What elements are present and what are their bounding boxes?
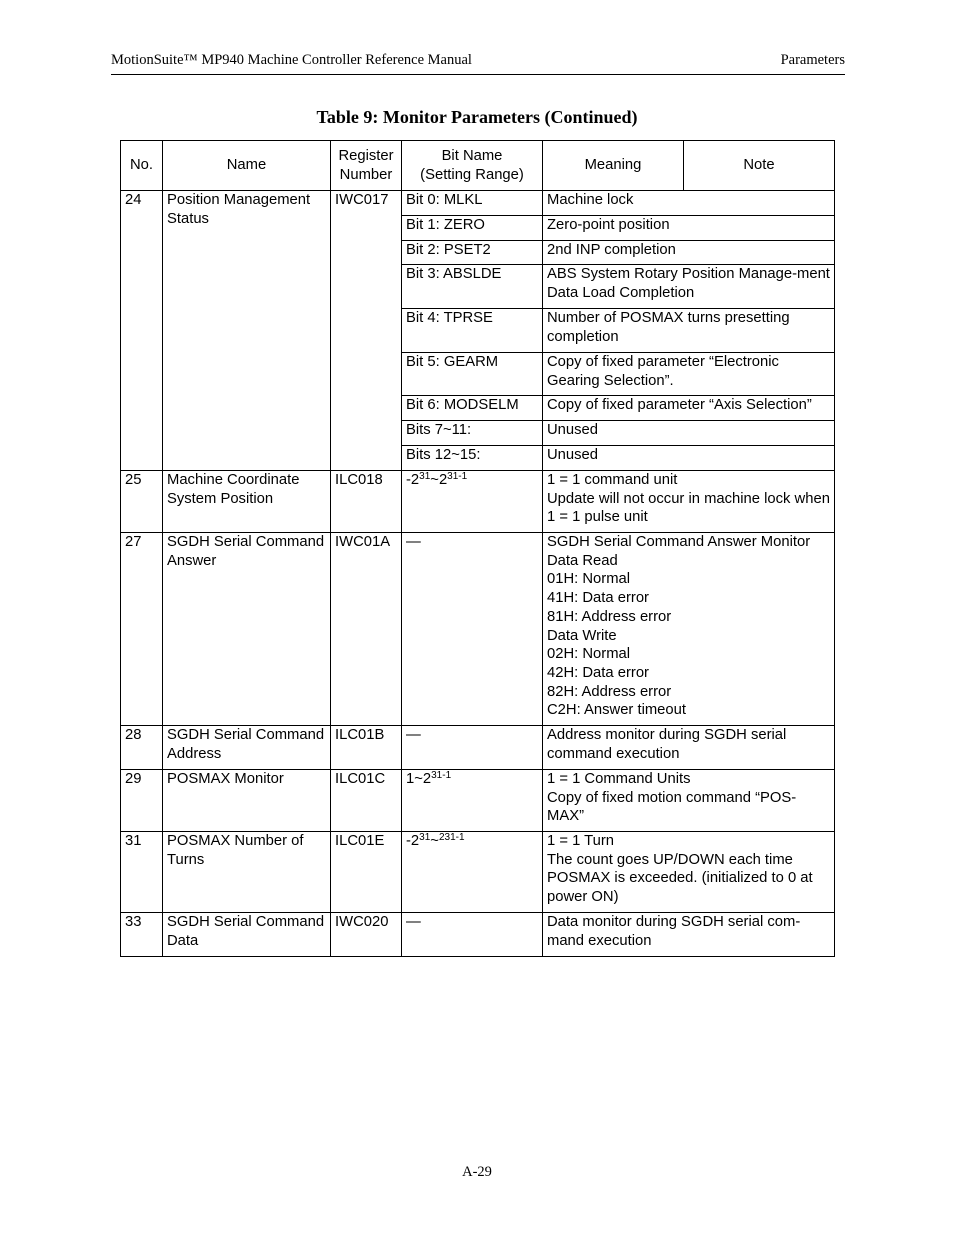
- cell-no: 31: [121, 832, 163, 913]
- cell-no: 24: [121, 191, 163, 471]
- cell-bit: Bits 7~11:: [402, 421, 543, 446]
- section-name: Parameters: [780, 52, 845, 68]
- cell-name: Machine Coordinate System Position: [163, 471, 331, 533]
- cell-bit: Bit 6: MODSELM: [402, 396, 543, 421]
- cell-range: $-2^{31}\sim 2^{31-1}$: [402, 471, 543, 533]
- table-row: [121, 832, 835, 913]
- cell-no: 25: [121, 471, 163, 533]
- table-header-row: [121, 141, 835, 191]
- table-title: Table 9: Monitor Parameters (Continued): [316, 107, 638, 127]
- cell-register: ILC01C: [331, 770, 402, 832]
- cell-meaning: ABS System Rotary Position Manage-ment Data Load Completion: [543, 265, 835, 309]
- cell-name: SGDH Serial Command Address: [163, 726, 331, 770]
- table-row: [121, 533, 835, 726]
- cell-bit: Bits 12~15:: [402, 446, 543, 471]
- cell-bit: Bit 4: TPRSE: [402, 309, 543, 353]
- cell-meaning: SGDH Serial Command Answer Monitor Data Read 01H: Normal 41H: Data error 81H: Address error Data Write 02H: Normal 42H: Data error 82H: Address error C2H: Answer timeout: [543, 533, 835, 726]
- cell-range: —: [402, 533, 543, 726]
- cell-meaning: 1 = 1 Command Units Copy of fixed motion command “POS-MAX”: [543, 770, 835, 832]
- col-header-note: Note: [684, 141, 835, 191]
- col-header-bit-name: Bit Name (Setting Range): [402, 141, 543, 191]
- cell-bit: Bit 0: MLKL: [402, 191, 543, 216]
- cell-register: ILC01E: [331, 832, 402, 913]
- cell-meaning: Copy of fixed parameter “Electronic Gearing Selection”.: [543, 353, 835, 396]
- cell-name: SGDH Serial Command Data: [163, 913, 331, 957]
- cell-meaning: 2nd INP completion: [543, 241, 835, 265]
- cell-bit: Bit 1: ZERO: [402, 216, 543, 241]
- page-header: [111, 52, 845, 75]
- cell-meaning: Zero-point position: [543, 216, 835, 241]
- cell-range: —: [402, 726, 543, 770]
- cell-no: 33: [121, 913, 163, 957]
- cell-name: Position Management Status: [163, 191, 331, 471]
- cell-no: 29: [121, 770, 163, 832]
- cell-range: 1~2$^{31-1}$: [402, 770, 543, 832]
- cell-meaning: Unused: [543, 421, 835, 446]
- cell-no: 28: [121, 726, 163, 770]
- cell-register: IWC017: [331, 191, 402, 471]
- cell-meaning: 1 = 1 command unit Update will not occur in machine lock when 1 = 1 pulse unit: [543, 471, 835, 533]
- cell-range: —: [402, 913, 543, 957]
- cell-meaning: 1 = 1 Turn The count goes UP/DOWN each time POSMAX is exceeded. (initialized to 0 at power ON): [543, 832, 835, 913]
- cell-meaning: Data monitor during SGDH serial com-mand execution: [543, 913, 835, 957]
- cell-meaning: Number of POSMAX turns presetting completion: [543, 309, 835, 353]
- cell-meaning: Machine lock: [543, 191, 835, 216]
- monitor-parameters-table: [120, 140, 835, 957]
- table-row: [121, 471, 835, 533]
- cell-meaning: Address monitor during SGDH serial command execution: [543, 726, 835, 770]
- col-header-meaning: Meaning: [543, 141, 684, 191]
- cell-name: SGDH Serial Command Answer: [163, 533, 331, 726]
- cell-bit: Bit 3: ABSLDE: [402, 265, 543, 309]
- table-row: [121, 191, 835, 216]
- table-row: [121, 913, 835, 957]
- table-row: [121, 726, 835, 770]
- cell-register: IWC01A: [331, 533, 402, 726]
- cell-meaning: Unused: [543, 446, 835, 471]
- cell-register: ILC018: [331, 471, 402, 533]
- cell-range: $-2^{31}\sim^{231-1}$: [402, 832, 543, 913]
- cell-bit: Bit 2: PSET2: [402, 241, 543, 265]
- table-row: [121, 770, 835, 832]
- cell-name: POSMAX Number of Turns: [163, 832, 331, 913]
- col-header-name: Name: [163, 141, 331, 191]
- cell-name: POSMAX Monitor: [163, 770, 331, 832]
- page-number: A-29: [462, 1164, 492, 1180]
- cell-register: IWC020: [331, 913, 402, 957]
- col-header-register: Register Number: [331, 141, 402, 191]
- manual-title: MotionSuite™ MP940 Machine Controller Reference Manual: [111, 52, 472, 68]
- cell-no: 27: [121, 533, 163, 726]
- cell-bit: Bit 5: GEARM: [402, 353, 543, 396]
- cell-register: ILC01B: [331, 726, 402, 770]
- cell-meaning: Copy of fixed parameter “Axis Selection”: [543, 396, 835, 421]
- col-header-no: No.: [121, 141, 163, 191]
